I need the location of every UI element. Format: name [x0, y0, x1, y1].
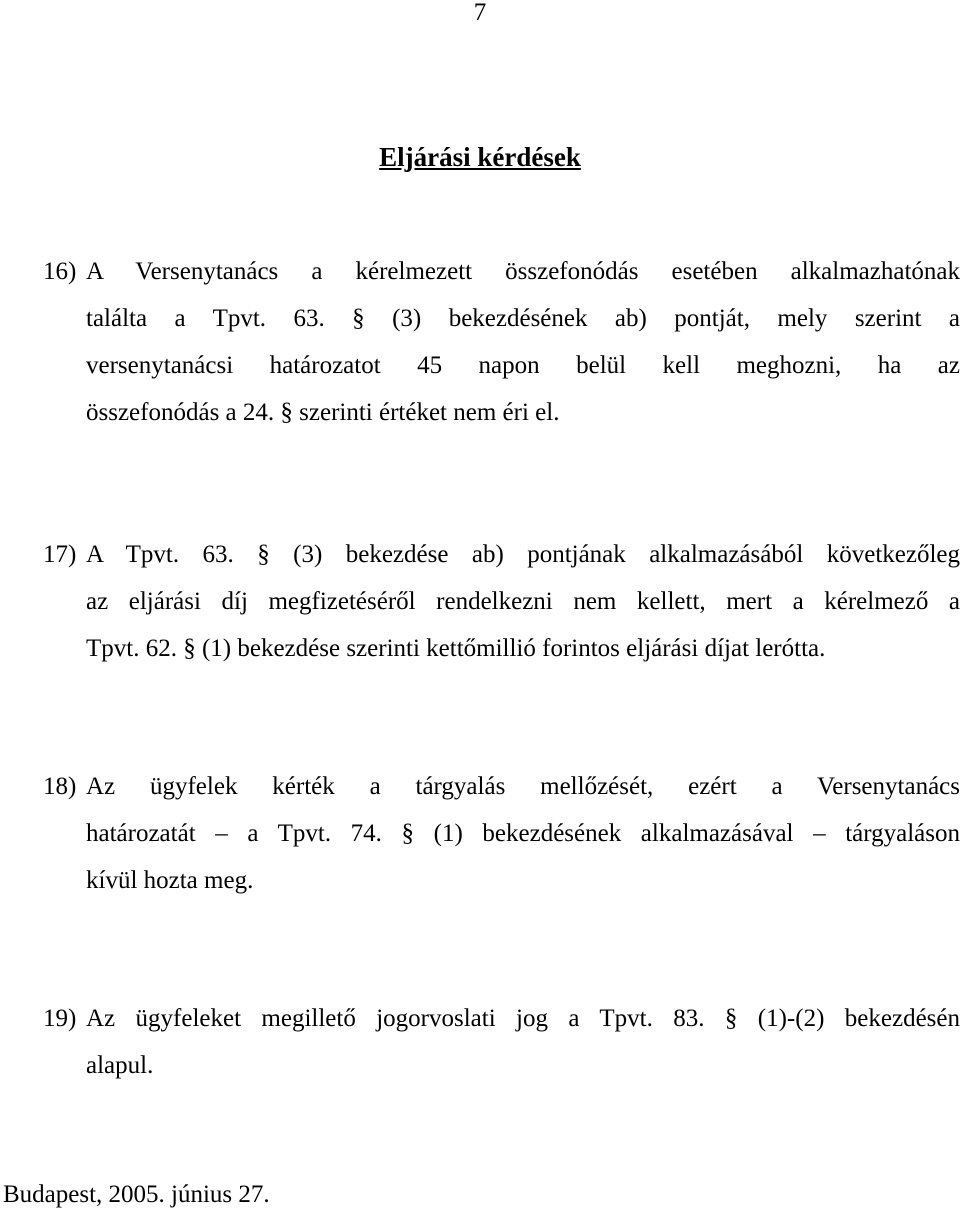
item-number: 18)	[43, 773, 77, 800]
item-line: versenytanácsi határozatot 45 napon belül kell meghozni, ha az	[86, 352, 960, 379]
item-number: 16)	[43, 258, 77, 285]
item-line: Az ügyfelek kérték a tárgyalás mellőzését, ezért a Versenytanács	[86, 773, 960, 800]
item-text	[86, 995, 960, 1089]
item-line: találta a Tpvt. 63. § (3) bekezdésének ab) pontját, mely szerint a	[86, 305, 960, 332]
item-text	[86, 531, 960, 672]
page-number: 7	[473, 0, 487, 26]
item-number: 17)	[43, 541, 77, 568]
section-heading: Eljárási kérdések	[379, 142, 581, 172]
item-number: 19)	[43, 1005, 77, 1032]
place-and-date: Budapest, 2005. június 27.	[3, 1181, 270, 1208]
item-line: A Tpvt. 63. § (3) bekezdése ab) pontjának alkalmazásából következőleg	[86, 541, 960, 568]
item-line: alapul.	[86, 1052, 154, 1079]
item-line: Az ügyfeleket megillető jogorvoslati jog a Tpvt. 83. § (1)-(2) bekezdésén	[86, 1005, 960, 1032]
item-line: kívül hozta meg.	[86, 867, 254, 894]
item-text	[86, 763, 960, 904]
item-line: A Versenytanács a kérelmezett összefonódás esetében alkalmazhatónak	[86, 258, 960, 285]
item-line: Tpvt. 62. § (1) bekezdése szerinti kettőmillió forintos eljárási díjat lerótta.	[86, 635, 826, 662]
item-text	[86, 248, 960, 436]
item-line: az eljárási díj megfizetéséről rendelkezni nem kellett, mert a kérelmező a	[86, 588, 960, 615]
item-line: összefonódás a 24. § szerinti értéket nem éri el.	[86, 399, 560, 426]
item-line: határozatát – a Tpvt. 74. § (1) bekezdésének alkalmazásával – tárgyaláson	[86, 820, 960, 847]
